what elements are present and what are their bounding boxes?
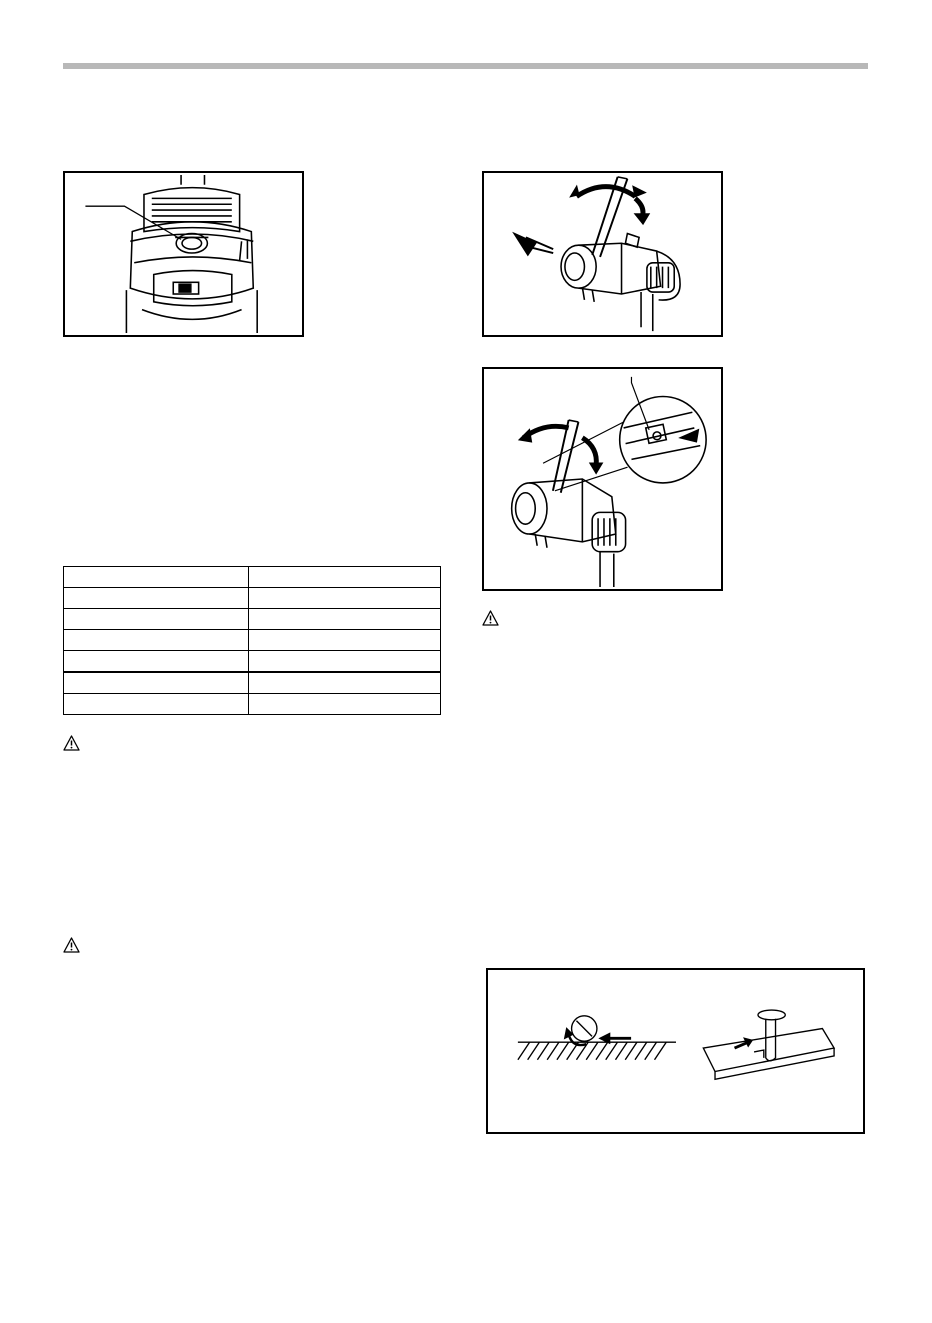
table-cell	[249, 630, 441, 651]
table-row	[64, 567, 441, 588]
feed-direction-illustration	[488, 970, 863, 1132]
table-cell	[64, 567, 249, 588]
table-cell	[249, 651, 441, 673]
table-cell	[64, 609, 249, 630]
wrench-loosen-figure	[482, 171, 723, 337]
table-row	[64, 651, 441, 673]
warning-triangle-icon	[63, 937, 80, 953]
table-row	[64, 672, 441, 694]
table-cell	[249, 588, 441, 609]
table-row	[64, 694, 441, 715]
table-cell	[249, 672, 441, 694]
table-cell	[249, 567, 441, 588]
table-cell	[64, 651, 249, 673]
table-cell	[64, 630, 249, 651]
speed-dial-illustration	[65, 173, 302, 335]
table-cell	[249, 694, 441, 715]
wrench-lock-illustration	[484, 369, 721, 589]
table-row	[64, 630, 441, 651]
speed-dial-figure	[63, 171, 304, 337]
table-cell	[64, 588, 249, 609]
table-cell	[64, 672, 249, 694]
warning-triangle-icon	[482, 610, 499, 626]
wrench-loosen-illustration	[484, 173, 721, 335]
speed-table	[63, 566, 441, 715]
table-cell	[249, 609, 441, 630]
table-row	[64, 609, 441, 630]
warning-triangle-icon	[63, 735, 80, 751]
table-cell	[64, 694, 249, 715]
wrench-lock-figure	[482, 367, 723, 591]
header-rule	[63, 63, 868, 69]
table-row	[64, 588, 441, 609]
feed-direction-figure	[486, 968, 865, 1134]
